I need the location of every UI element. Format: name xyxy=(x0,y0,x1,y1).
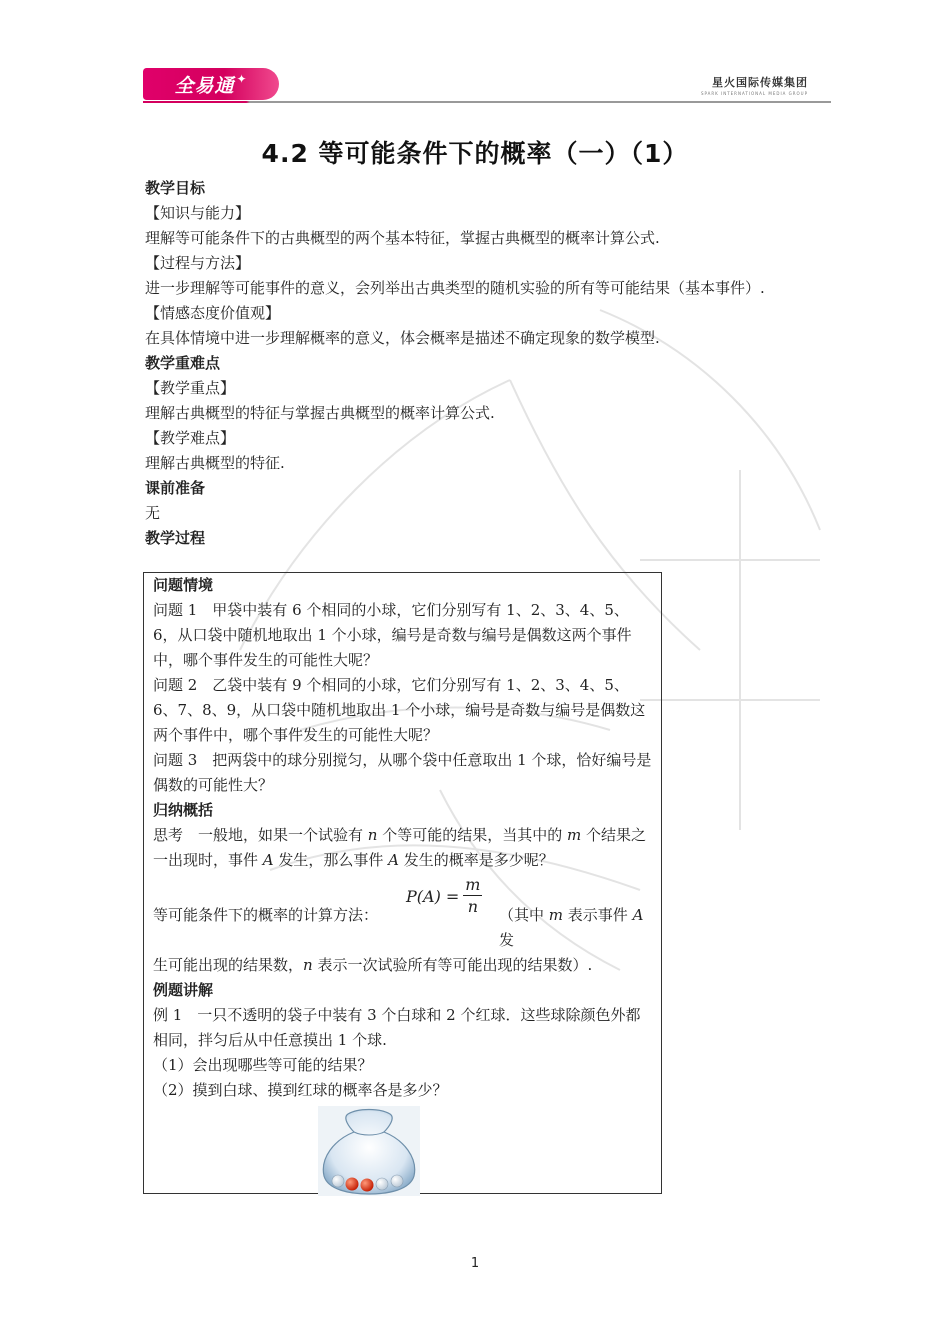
formula-block xyxy=(153,873,652,953)
formula-cont-b: 表示一次试验所有等可能出现的结果数）. xyxy=(312,956,593,974)
var-A: A xyxy=(262,851,274,869)
teaching-process-box xyxy=(143,572,662,1194)
brand-logo xyxy=(143,68,279,100)
var-n: n xyxy=(303,956,313,974)
var-A: A xyxy=(632,906,644,924)
question-1: 问题 1 甲袋中装有 6 个相同的小球，它们分别写有 1、2、3、4、5、6，从口袋中随机地取出 1 个小球，编号是奇数与编号是偶数这两个事件中，哪个事件发生的可能性大呢？ xyxy=(153,601,632,669)
example-1-question-2: （2）摸到白球、摸到红球的概率各是多少？ xyxy=(153,1081,448,1099)
formula-note-a: （其中 xyxy=(499,906,549,924)
section-heading-keypoints: 教学重难点 xyxy=(145,354,221,372)
ball-bag-illustration xyxy=(318,1106,420,1196)
var-m: m xyxy=(567,826,582,844)
logo-text: 全易通 xyxy=(174,74,235,97)
process-label: 【过程与方法】 xyxy=(145,254,251,272)
lesson-content xyxy=(145,176,810,551)
think-text-d: 发生，那么事件 xyxy=(273,851,389,869)
red-ball xyxy=(346,1178,359,1191)
company-name-cn: 星火国际传媒集团 xyxy=(712,76,808,89)
formula-fraction xyxy=(463,875,482,918)
think-text-b: 个等可能的结果，当其中的 xyxy=(377,826,567,844)
emotion-text: 在具体情境中进一步理解概率的意义，体会概率是描述不确定现象的数学模型. xyxy=(145,329,660,347)
formula-cont-a: 生可能出现的结果数， xyxy=(153,956,304,974)
think-text-a: 思考 一般地，如果一个试验有 xyxy=(153,826,368,844)
think-text-e: 发生的概率是多少呢？ xyxy=(399,851,554,869)
formula-numerator: m xyxy=(465,875,481,894)
red-ball xyxy=(361,1179,374,1192)
header-divider xyxy=(143,101,831,103)
formula-note-c: 发 xyxy=(499,931,515,949)
sparkle-icon: ✦ xyxy=(236,72,248,86)
white-ball xyxy=(376,1178,388,1190)
formula-denominator: n xyxy=(467,897,479,916)
white-ball xyxy=(332,1175,344,1187)
process-text: 进一步理解等可能事件的意义，会列举出古典类型的随机实验的所有等可能结果（基本事件）. xyxy=(145,279,765,297)
think-paragraph xyxy=(153,823,652,873)
section-heading-process: 教学过程 xyxy=(145,529,206,547)
question-2: 问题 2 乙袋中装有 9 个相同的小球，它们分别写有 1、2、3、4、5、6、7、8、9，从口袋中随机地取出 1 个小球，编号是奇数与编号是偶数这两个事件中，哪个事件发生的可能性大呢？ xyxy=(153,676,646,744)
knowledge-label: 【知识与能力】 xyxy=(145,204,251,222)
situation-heading: 问题情境 xyxy=(153,576,214,594)
var-m: m xyxy=(548,906,564,924)
formula-note xyxy=(499,903,652,953)
section-heading-preparation: 课前准备 xyxy=(145,479,206,497)
difficulty-label: 【教学难点】 xyxy=(145,429,236,447)
preparation-text: 无 xyxy=(145,504,161,522)
var-A: A xyxy=(388,851,400,869)
company-name-en: SPARK INTERNATIONAL MEDIA GROUP xyxy=(700,91,808,96)
question-3: 问题 3 把两袋中的球分别搅匀，从哪个袋中任意取出 1 个球，恰好编号是偶数的可能性大？ xyxy=(153,751,652,794)
white-ball xyxy=(391,1175,403,1187)
section-heading-objectives: 教学目标 xyxy=(145,179,206,197)
emotion-label: 【情感态度价值观】 xyxy=(145,304,281,322)
formula-continuation xyxy=(153,953,652,978)
formula-label: 等可能条件下的概率的计算方法： xyxy=(153,906,379,924)
formula-lhs: P(A) = xyxy=(406,887,460,906)
focus-text: 理解古典概型的特征与掌握古典概型的概率计算公式. xyxy=(145,404,495,422)
company-name xyxy=(701,74,808,96)
formula-note-b: 表示事件 xyxy=(563,906,633,924)
page-number: 1 xyxy=(470,1256,480,1271)
example-1-question-1: （1）会出现哪些等可能的结果？ xyxy=(153,1056,373,1074)
var-n: n xyxy=(367,826,378,844)
focus-label: 【教学重点】 xyxy=(145,379,236,397)
example-1: 例 1 一只不透明的袋子中装有 3 个白球和 2 个红球．这些球除颜色外都相同，拌匀后从中任意摸出 1 个球. xyxy=(153,1006,641,1049)
example-heading: 例题讲解 xyxy=(153,981,214,999)
page-title: 4.2 等可能条件下的概率（一）（1） xyxy=(261,139,689,168)
think-text-c: 个结果之一出现时，事件 xyxy=(153,826,647,869)
summary-heading: 归纳概括 xyxy=(153,801,214,819)
difficulty-text: 理解古典概型的特征. xyxy=(145,454,285,472)
probability-formula xyxy=(406,875,482,918)
knowledge-text: 理解等可能条件下的古典概型的两个基本特征，掌握古典概型的概率计算公式. xyxy=(145,229,660,247)
